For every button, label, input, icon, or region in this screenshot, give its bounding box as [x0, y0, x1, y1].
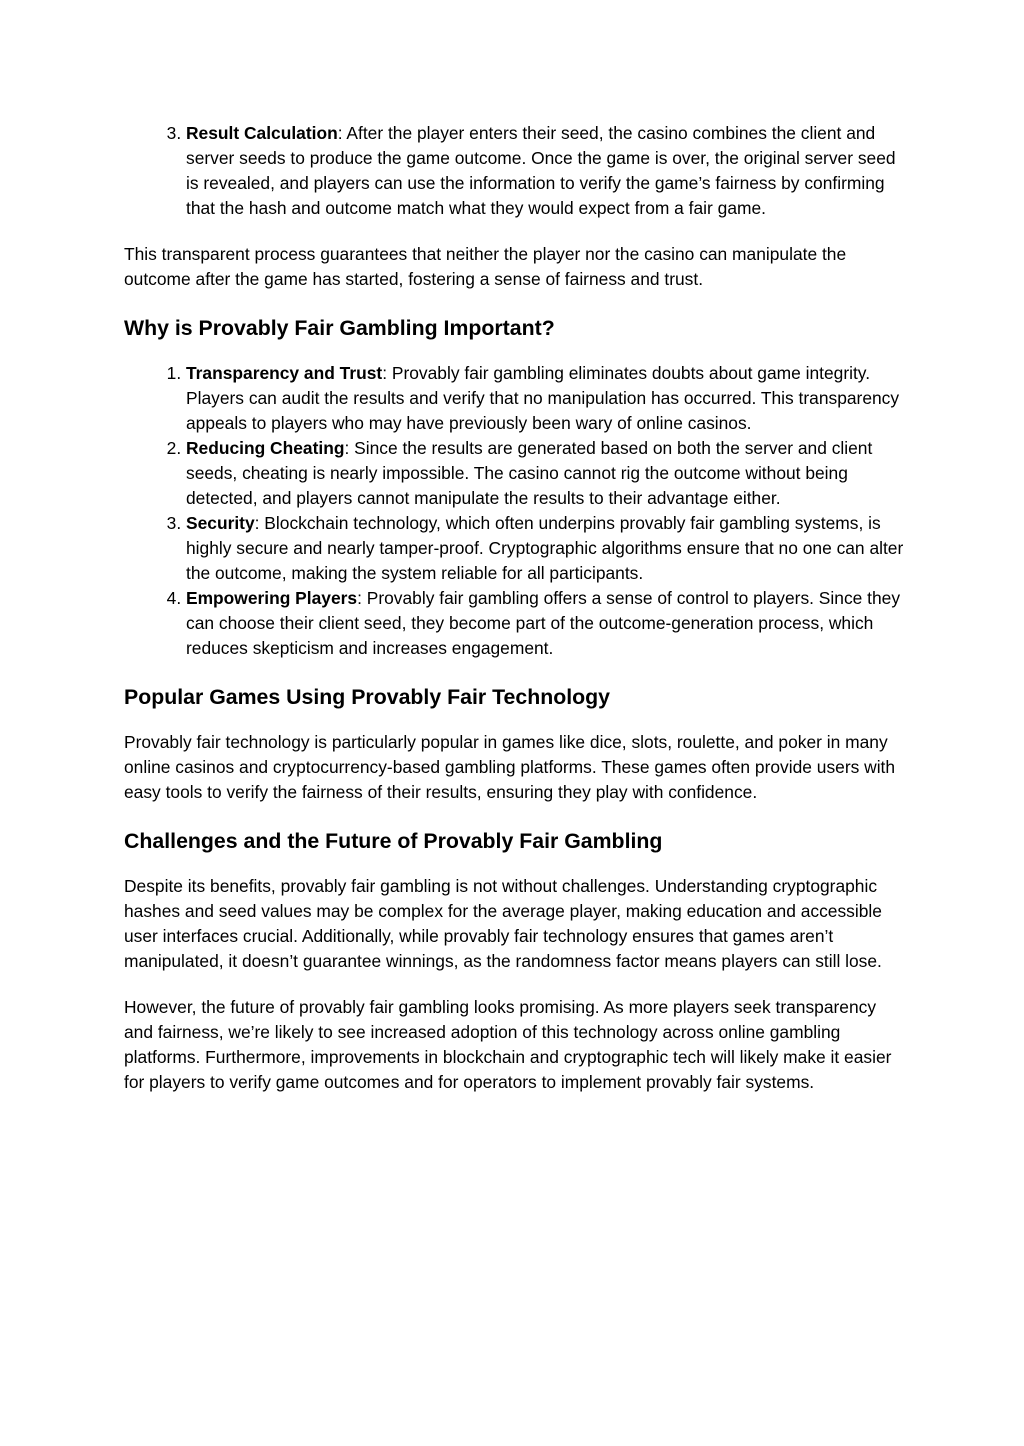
- list-item-transparency-and-trust: [186, 361, 904, 436]
- list-item-term: Transparency and Trust: [186, 363, 383, 383]
- list-item-text: : Since the results are generated based on both the server and client seeds, cheating is nearly impossible. The casino cannot rig the outcome without being detected, and players cannot manipulate the results to their advantage either.: [186, 438, 873, 508]
- list-item-reducing-cheating: [186, 436, 904, 511]
- heading-why-important: Why is Provably Fair Gambling Important?: [124, 316, 555, 340]
- why-important-list: [124, 361, 904, 661]
- list-item-term: Result Calculation: [186, 123, 338, 143]
- list-item-term: Empowering Players: [186, 588, 358, 608]
- list-item-text: : Provably fair gambling offers a sense of control to players. Since they can choose their client seed, they become part of the outcome-generation process, which reduces skepticism and increases engagement.: [186, 588, 901, 658]
- list-item-empowering-players: [186, 586, 904, 661]
- list-item-term: Reducing Cheating: [186, 438, 345, 458]
- result-calculation-list: [124, 121, 904, 221]
- heading-challenges-future: Challenges and the Future of Provably Fair Gambling: [124, 829, 663, 853]
- list-item-text: : Provably fair gambling eliminates doubts about game integrity. Players can audit the results and verify that no manipulation has occurred. This transparency appeals to players who may have previously been wary of online casinos.: [186, 363, 900, 433]
- list-item-text: : After the player enters their seed, the casino combines the client and server seeds to produce the game outcome. Once the game is over, the original server seed is revealed, and players can use the information to verify the game’s fairness by confirming that the hash and outcome match what they would expect from a fair game.: [186, 123, 896, 218]
- heading-popular-games: Popular Games Using Provably Fair Technology: [124, 685, 611, 709]
- future-paragraph: However, the future of provably fair gambling looks promising. As more players seek transparency and fairness, we’re likely to see increased adoption of this technology across online gambling platforms. Furthermore, improvements in blockchain and cryptographic tech will likely make it easier for players to verify game outcomes and for operators to implement provably fair systems.: [124, 997, 892, 1092]
- document-page: [124, 121, 904, 1116]
- list-item-security: [186, 511, 904, 586]
- challenges-paragraph: Despite its benefits, provably fair gambling is not without challenges. Understanding cryptographic hashes and seed values may be complex for the average player, making education and accessible user interfaces crucial. Additionally, while provably fair technology ensures that games aren’t manipulated, it doesn’t guarantee winnings, as the randomness factor means players can still lose.: [124, 876, 882, 971]
- list-item-result-calculation: [186, 121, 904, 221]
- intro-paragraph: This transparent process guarantees that neither the player nor the casino can manipulate the outcome after the game has started, fostering a sense of fairness and trust.: [124, 244, 847, 289]
- list-item-term: Security: [186, 513, 255, 533]
- list-item-text: : Blockchain technology, which often underpins provably fair gambling systems, is highly secure and nearly tamper-proof. Cryptographic algorithms ensure that no one can alter the outcome, making the system reliable for all participants.: [186, 513, 904, 583]
- popular-games-paragraph: Provably fair technology is particularly popular in games like dice, slots, roulette, and poker in many online casinos and cryptocurrency-based gambling platforms. These games often provide users with easy tools to verify the fairness of their results, ensuring they play with confidence.: [124, 732, 896, 802]
